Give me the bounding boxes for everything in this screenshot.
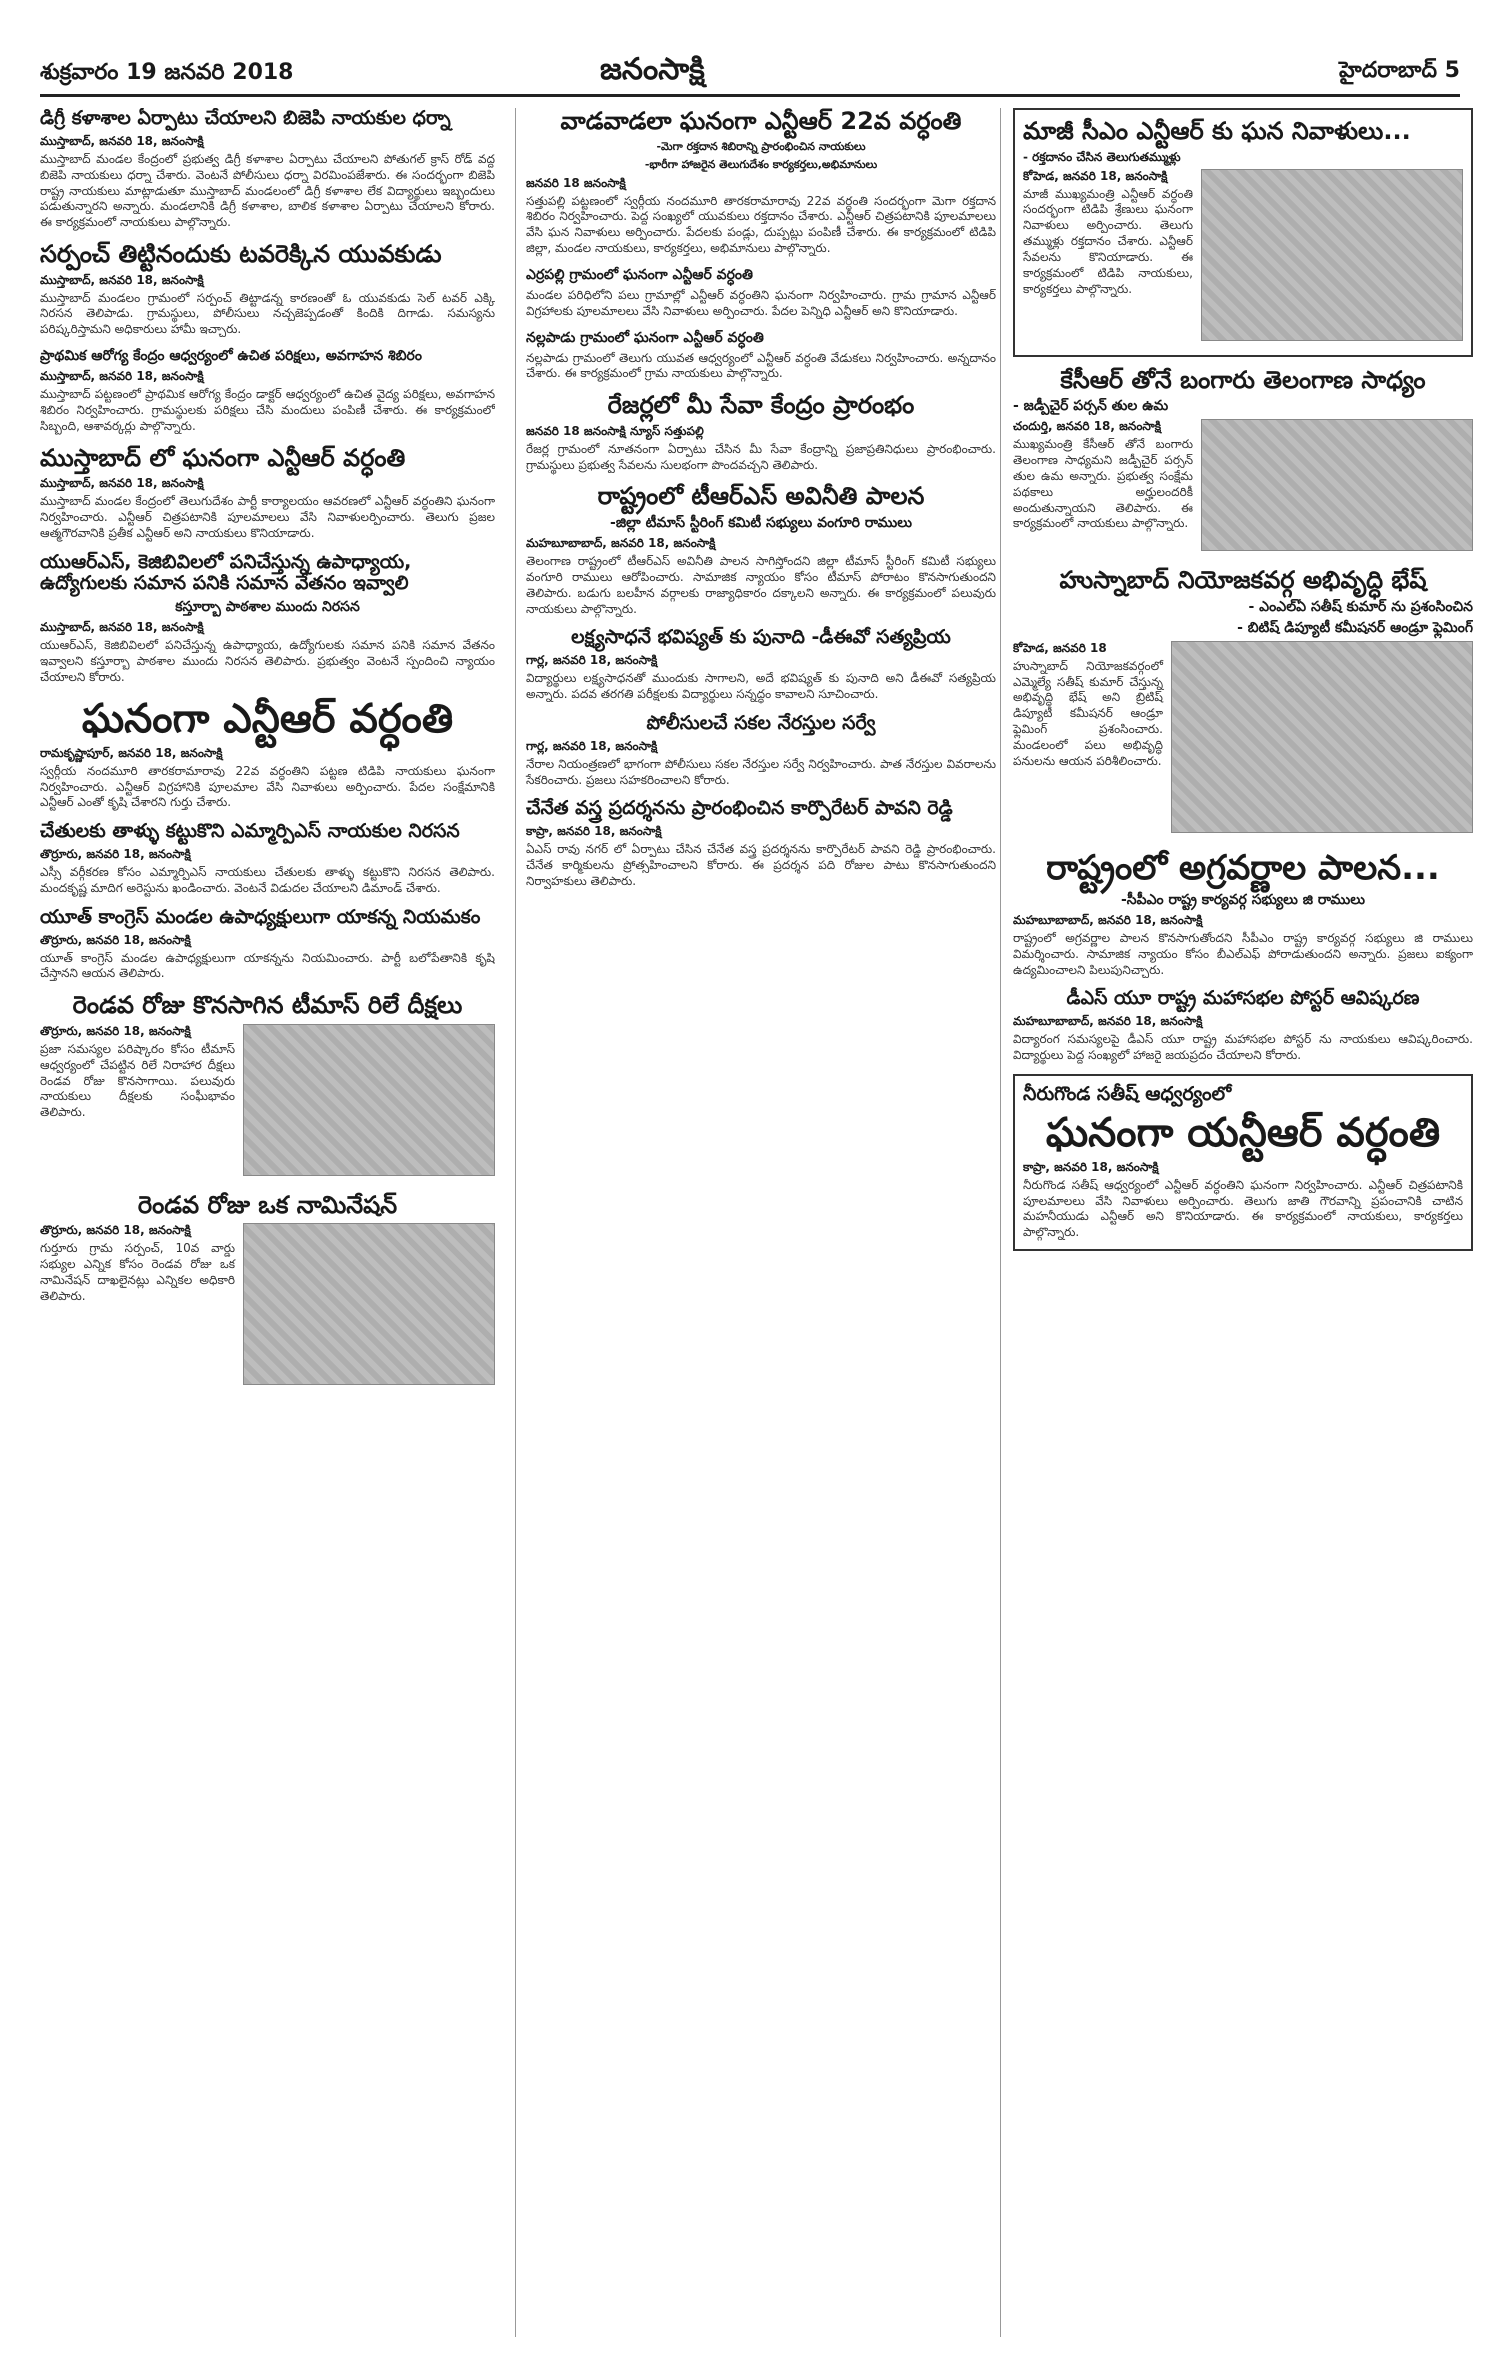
headline: రెండవ రోజు కొనసాగిన టీమాస్ రిలే దీక్షలు <box>72 991 463 1020</box>
story-body: ముస్తాబాద్ మండల కేంద్రంలో ప్రభుత్వ డిగ్రీ కళాశాల ఏర్పాటు చేయాలని పోతుగల్ క్రాస్ రోడ్ వద్ద బిజెపి నాయకులు ధర్నా చేశారు. వెంటనే పోలీసులు ధర్నా విరమింపజేశారు. ఈ సందర్భంగా బిజెపి రాష్ట్ర నాయకులు మాట్లాడుతూ ముస్తాబాద్ మండలంలో డిగ్రీ కళాశాల లేక విద్యార్థులు ఇబ్బందులు పడుతున్నారని అన్నారు. మండలానికి డిగ్రీ కళాశాల, బాలిక కళాశాల ఏర్పాటు చేయాలని కోరారు. ఈ కార్యక్రమంలో నాయకులు పాల్గొన్నారు. <box>40 151 495 230</box>
story-body: స్వర్గీయ నందమూరి తారకరామారావు 22వ వర్ధంతిని పట్టణ టిడిపి నాయకులు ఘనంగా నిర్వహించారు. ఎన్టీఆర్ విగ్రహానికి పూలమాల వేసి నివాళులు అర్పించారు. పేదల సంక్షేమానికి ఎన్టీఆర్ ఎంతో కృషి చేశారని గుర్తు చేశారు. <box>40 763 495 810</box>
zp-chairperson-photo <box>1201 419 1473 551</box>
issue-date: శుక్రవారం 19 జనవరి 2018 <box>40 60 294 85</box>
story-mustabad-ntr <box>40 445 495 542</box>
story-body: గుర్తూరు గ్రామ సర్పంచ్, 10వ వార్డు సభ్యుల ఎన్నిక కోసం రెండవ రోజు ఒక నామినేషన్ దాఖలైనట్లు ఎన్నికల అధికారి తెలిపారు. <box>40 1241 235 1303</box>
story-body: ముస్తాబాద్ పట్టణంలో ప్రాథమిక ఆరోగ్య కేంద్రం డాక్టర్ ఆధ్వర్యంలో ఉచిత వైద్య పరిక్షలు, అవగాహన శిబిరం నిర్వహించారు. గ్రామస్థులకు పరిక్షలు చేసి మందులు పంపిణీ చేశారు. ఈ కార్యక్రమంలో సిబ్బంది, ఆశావర్కర్లు పాల్గొన్నారు. <box>40 387 495 433</box>
story-body: రేజర్ల గ్రామంలో నూతనంగా ఏర్పాటు చేసిన మీ సేవా కేంద్రాన్ని ప్రజాప్రతినిధులు ప్రారంభించారు. గ్రామస్థులు ప్రభుత్వ సేవలను సులభంగా పొందవచ్చని తెలిపారు. <box>526 441 996 472</box>
masthead <box>40 52 1460 97</box>
headline: ప్రాథమిక ఆరోగ్య కేంద్రం ఆధ్వర్యంలో ఉచిత పరిక్షలు, అవగాహన శిబిరం <box>40 348 422 365</box>
page-label: హైదరాబాద్ 5 <box>1339 58 1460 83</box>
headline: రాష్ట్రంలో టీఆర్ఎస్ అవినీతి పాలన <box>597 482 925 511</box>
headline: డీఎస్ యూ రాష్ట్ర మహాసభల పోస్టర్ ఆవిష్కరణ <box>1066 987 1420 1010</box>
column-2 <box>515 108 996 2337</box>
husnabad-photo <box>1171 641 1473 833</box>
story-mee-seva <box>526 392 996 473</box>
headline: వాడవాడలా ఘనంగా ఎన్టీఆర్ 22వ వర్ధంతి <box>560 108 962 135</box>
headline: రెండవ రోజు ఒక నామినేషన్ <box>137 1190 398 1219</box>
subheadline: -భారీగా హాజరైన తెలుగుదేశం కార్యకర్తలు,అభిమానులు <box>644 157 878 171</box>
dateline: తొర్రూరు, జనవరి 18, జనంసాక్షి <box>40 1223 191 1238</box>
dateline: మహబూబాబాద్, జనవరి 18, జనంసాక్షి <box>1013 1014 1203 1029</box>
story-kcr-telangana <box>1013 367 1473 558</box>
story-vadavadala-ntr <box>526 108 996 257</box>
story-handloom <box>526 798 996 889</box>
dateline: జనవరి 18 జనంసాక్షి <box>526 175 626 190</box>
story-body: నల్లపాడు గ్రామంలో తెలుగు యువత ఆధ్వర్యంలో ఎన్టీఆర్ వర్ధంతి వేడుకలు నిర్వహించారు. అన్నదానం చేశారు. ఈ కార్యక్రమంలో గ్రామ నాయకులు పాల్గొన్నారు. <box>526 350 996 381</box>
story-body: ఎస్సీ వర్గీకరణ కోసం ఎమ్మార్పిఎస్ నాయకులు చేతులకు తాళ్ళు కట్టుకొని నిరసన తెలిపారు. మందకృష్ణ మాదిగ అరెస్టును ఖండించారు. వెంటనే విడుదల చేయాలని డిమాండ్ చేశారు. <box>40 865 495 895</box>
headline: ఘనంగా యన్టీఆర్ వర్ధంతి <box>1045 1109 1441 1156</box>
story-body: ముస్తాబాద్ మండల కేంద్రంలో తెలుగుదేశం పార్టీ కార్యాలయం ఆవరణలో ఎన్టీఆర్ వర్ధంతిని ఘనంగా నిర్వహించారు. ఎన్టీఆర్ చిత్రపటానికి పూలమాలలు వేసి నివాళులర్పించారు. తెలుగు ప్రజల ఆత్మగౌరవానికి ప్రతీక ఎన్టీఆర్ అని నాయకులు కొనియాడారు. <box>40 494 495 540</box>
story-body: నీరుగొండ సతీష్ ఆధ్వర్యంలో ఎన్టీఆర్ వర్ధంతిని ఘనంగా నిర్వహించారు. ఎన్టీఆర్ చిత్రపటానికి పూలమాలలు వేసి నివాళులు అర్పించారు. తెలుగు జాతి గౌరవాన్ని ప్రపంచానికి చాటిన మహనీయుడు ఎన్టీఆర్ అని కొనియాడారు. ఈ కార్యక్రమంలో నాయకులు, కార్యకర్తలు పాల్గొన్నారు. <box>1023 1177 1463 1240</box>
story-body: ప్రజా సమస్యల పరిష్కారం కోసం టీమాస్ ఆధ్వర్యంలో చేపట్టిన రిలే నిరాహార దీక్షలు రెండవ రోజు కొనసాగాయి. పలువురు నాయకులు దీక్షలకు సంఘీభావం తెలిపారు. <box>40 1041 235 1120</box>
story-neerugonda-ntr <box>1013 1074 1473 1251</box>
dateline: రామకృష్ణాపూర్, జనవరి 18, జనంసాక్షి <box>40 745 223 760</box>
dateline: కోహెడ, జనవరి 18, జనంసాక్షి <box>1023 168 1168 183</box>
subheadline: - రక్తదానం చేసిన తెలుగుతమ్ముళ్లు <box>1023 149 1181 164</box>
subheadline: నల్లపాడు గ్రామంలో ఘనంగా ఎన్టీఆర్ వర్ధంతి <box>526 329 764 346</box>
dateline: మహబూబాబాద్, జనవరి 18, జనంసాక్షి <box>526 536 716 551</box>
story-body: ముఖ్యమంత్రి కేసీఆర్ తోనే బంగారు తెలంగాణ సాధ్యమని జడ్పీచైర్ పర్సన్ తుల ఉమ అన్నారు. ప్రభుత్వ సంక్షేమ పథకాలు అర్హులందరికీ అందుతున్నాయని తెలిపారు. ఈ కార్యక్రమంలో నాయకులు పాల్గొన్నారు. <box>1013 437 1193 531</box>
dateline: చందుర్తి, జనవరి 18, జనంసాక్షి <box>1013 419 1162 434</box>
story-nomination <box>40 1192 495 1392</box>
dateline: గార్ల, జనవరి 18, జనంసాక్షి <box>526 738 658 753</box>
subheadline: - ఎంఎల్ఏ సతీష్ కుమార్ ను ప్రశంసించిన <box>1248 598 1473 615</box>
story-health-camp <box>40 348 495 434</box>
dateline: గార్ల, జనవరి 18, జనంసాక్షి <box>526 653 658 668</box>
story-husnabad <box>1013 567 1473 839</box>
headline: పోలీసులచే సకల నేరస్తుల సర్వే <box>646 711 876 734</box>
story-upper-caste-rule <box>1013 849 1473 979</box>
story-degree-college <box>40 108 495 231</box>
story-body: హుస్నాబాద్ నియోజకవర్గంలో ఎమ్మెల్యే సతీష్ కుమార్ చేస్తున్న అభివృద్ధి భేష్ అని బ్రిటిష్ డిప్యూటీ కమీషనర్ ఆండ్రూ ఫ్లెమింగ్ ప్రశంసించారు. మండలంలో పలు అభివృద్ధి పనులను ఆయన పరిశీలించారు. <box>1013 658 1163 768</box>
subheadline: -మెగా రక్తదాన శిబిరాన్ని ప్రారంభించిన నాయకులు <box>656 139 866 153</box>
subheadline: ఎర్రపల్లి గ్రామంలో ఘనంగా ఎన్టీఆర్ వర్ధంతి <box>526 266 753 283</box>
dateline: కాప్రా, జనవరి 18, జనంసాక్షి <box>1023 1159 1159 1174</box>
story-urs-kgbv <box>40 552 495 686</box>
headline: రాష్ట్రంలో అగ్రవర్ణాల పాలన... <box>1046 847 1440 888</box>
story-mrps <box>40 821 495 897</box>
story-body: ముస్తాబాద్ మండలం గ్రామంలో సర్పంచ్ తిట్టాడన్న కారణంతో ఓ యువకుడు సెల్ టవర్ ఎక్కి నిరసన తెలిపాడు. గ్రామస్థులు, పోలీసులు నచ్చజెప్పడంతో కిందికి దిగాడు. సమస్యను పరిష్కరిస్తామని అధికారులు హామీ ఇచ్చారు. <box>40 290 495 337</box>
story-body: మాజీ ముఖ్యమంత్రి ఎన్టీఆర్ వర్ధంతి సందర్భంగా టిడిపి శ్రేణులు ఘనంగా నివాళులు అర్పించారు. తెలుగు తమ్ముళ్లు రక్తదానం చేశారు. ఎన్టీఆర్ సేవలను కొనియాడారు. ఈ కార్యక్రమంలో టిడిపి నాయకులు, కార్యకర్తలు పాల్గొన్నారు. <box>1023 186 1193 296</box>
headline: లక్ష్యసాధనే భవిష్యత్ కు పునాది -డీఈవో సత్యప్రియ <box>571 626 951 649</box>
story-body: విద్యార్థులు లక్ష్యసాధనతో ముందుకు సాగాలని, అదే భవిష్యత్ కు పునాది అని డీఈవో సత్యప్రియ అన్నారు. పదవ తరగతి పరీక్షలకు విద్యార్థులు సన్నద్ధం కావాలని సూచించారు. <box>526 671 996 702</box>
story-body: ఏఎస్ రావు నగర్ లో ఏర్పాటు చేసిన చేనేత వస్త్ర ప్రదర్శనను కార్పొరేటర్ పావని రెడ్డి ప్రారంభించారు. చేనేత కార్మికులను ప్రోత్సహించాలని కోరారు. ఈ ప్రదర్శన పది రోజుల పాటు కొనసాగుతుందని నిర్వాహకులు తెలిపారు. <box>526 842 996 888</box>
story-body: సత్తుపల్లి పట్టణంలో స్వర్గీయ నందమూరి తారకరామారావు 22వ వర్ధంతి సందర్భంగా మెగా రక్తదాన శిబిరం నిర్వహించారు. పెద్ద సంఖ్యలో యువకులు రక్తదానం చేశారు. ఎన్టీఆర్ చిత్రపటానికి పూలమాలలు వేసి ఘన నివాళులు అర్పించారు. పేదలకు పండ్లు, దుప్పట్లు పంపిణీ చేశారు. ఈ కార్యక్రమంలో టిడిపి జిల్లా, మండల నాయకులు, కార్యకర్తలు, అభిమానులు పాల్గొన్నారు. <box>526 193 996 256</box>
headline: డిగ్రీ కళాశాల ఏర్పాటు చేయాలని బిజెపి నాయకుల ధర్నా <box>40 108 451 129</box>
story-youth-congress <box>40 907 495 983</box>
story-body: మండల పరిధిలోని పలు గ్రామాల్లో ఎన్టీఆర్ వర్ధంతిని ఘనంగా నిర్వహించారు. గ్రామ గ్రామాన ఎన్టీఆర్ విగ్రహాలకు పూలమాలలు వేసి నివాళులు అర్పించారు. పేదల పెన్నిధి ఎన్టీఆర్ అని కొనియాడారు. <box>526 287 996 318</box>
story-police-survey <box>526 713 996 789</box>
kicker: నీరుగొండ సతీష్ ఆధ్వర్యంలో <box>1023 1082 1232 1105</box>
dateline: తొర్రూరు, జనవరి 18, జనంసాక్షి <box>40 847 191 862</box>
dateline: కాప్రా, జనవరి 18, జనంసాక్షి <box>526 824 662 839</box>
column-1 <box>40 108 495 2337</box>
nomination-photo <box>243 1223 495 1385</box>
paper-logo: జనంసాక్షి <box>600 52 705 87</box>
blood-donation-photo <box>1201 169 1463 341</box>
story-trs-corruption <box>526 483 996 617</box>
headline: యూత్ కాంగ్రెస్ మండల ఉపాధ్యక్షులుగా యాకన్న నియమకం <box>40 905 481 928</box>
headline: రేజర్లలో మీ సేవా కేంద్రం ప్రారంభం <box>607 391 915 420</box>
story-body: రాష్ట్రంలో అగ్రవర్ణాల పాలన కొనసాగుతోందని సీపీఎం రాష్ట్ర కార్యవర్గ సభ్యులు జి రాములు విమర్శించారు. సామాజిక న్యాయం కోసం బీఎల్ఎఫ్ పోరాడుతుందని అన్నారు. ప్రజలు ఐక్యంగా ఉద్యమించాలని పిలుపునిచ్చారు. <box>1013 930 1473 977</box>
dateline: జనవరి 18 జనంసాక్షి న్యూస్ సత్తుపల్లి <box>526 423 704 438</box>
dateline: ముస్తాబాద్, జనవరి 18, జనంసాక్షి <box>40 272 204 287</box>
story-body: విద్యారంగ సమస్యలపై డీఎస్ యూ రాష్ట్ర మహాసభల పోస్టర్ ను నాయకులు ఆవిష్కరించారు. విద్యార్థులు పెద్ద సంఖ్యలో హాజరై జయప్రదం చేయాలని కోరారు. <box>1013 1032 1473 1063</box>
column-3 <box>1000 108 1473 2337</box>
dateline: ముస్తాబాద్, జనవరి 18, జనంసాక్షి <box>40 476 204 491</box>
story-body: నేరాల నియంత్రణలో భాగంగా పోలీసులు సకల నేరస్తుల సర్వే నిర్వహించారు. పాత నేరస్తుల వివరాలను సేకరించారు. ప్రజలు సహకరించాలని కోరారు. <box>526 756 996 787</box>
story-body: యూత్ కాంగ్రెస్ మండల ఉపాధ్యక్షులుగా యాకన్నను నియమించారు. పార్టీ బలోపేతానికి కృషి చేస్తానని ఆయన తెలిపారు. <box>40 950 495 981</box>
headline: ఘనంగా ఎన్టీఆర్ వర్ధంతి <box>81 695 454 742</box>
story-ntr-vardhanti <box>40 696 495 811</box>
headline: చేతులకు తాళ్ళు కట్టుకొని ఎమ్మార్పిఎస్ నాయకుల నిరసన <box>40 820 460 843</box>
story-errapalli <box>526 267 996 320</box>
dateline: తొర్రూరు, జనవరి 18, జనంసాక్షి <box>40 932 191 947</box>
dateline: ముస్తాబాద్, జనవరి 18, జనంసాక్షి <box>40 620 204 635</box>
story-body: తెలంగాణ రాష్ట్రంలో టీఆర్ఎస్ అవినీతి పాలన సాగిస్తోందని జిల్లా టీమాస్ స్టీరింగ్ కమిటీ సభ్యులు వంగూరి రాములు ఆరోపించారు. సామాజిక న్యాయం కోసం టీమాస్ పోరాటం కొనసాగుతుందని తెలిపారు. బడుగు బలహీన వర్గాలకు రాజ్యాధికారం దక్కాలని అన్నారు. ఈ కార్యక్రమంలో పలువురు నాయకులు పాల్గొన్నారు. <box>526 554 996 616</box>
subheadline: -జిల్లా టీమాస్ స్టీరింగ్ కమిటీ సభ్యులు వంగూరి రాములు <box>610 515 912 532</box>
story-ex-cm-ntr <box>1013 108 1473 357</box>
subheadline: కస్తూర్బా పాఠశాల ముందు నిరసన <box>175 599 360 616</box>
dateline: ముస్తాబాద్, జనవరి 18, జనంసాక్షి <box>40 369 204 384</box>
subheadline: - జడ్పీచైర్ పర్సన్ తుల ఉమ <box>1013 398 1169 415</box>
headline: మాజీ సీఎం ఎన్టీఆర్ కు ఘన నివాళులు... <box>1023 117 1411 145</box>
headline: చేనేత వస్త్ర ప్రదర్శనను ప్రారంభించిన కార్పొరేటర్ పావని రెడ్డి <box>526 797 953 820</box>
headline: హుస్నాబాద్ నియోజకవర్గ అభివృద్ధి భేష్ <box>1059 566 1427 595</box>
story-dsu-poster <box>1013 988 1473 1064</box>
deeksha-photo <box>243 1024 495 1176</box>
dateline: ముస్తాబాద్, జనవరి 18, జనంసాక్షి <box>40 133 204 148</box>
dateline: కోహెడ, జనవరి 18 <box>1013 640 1107 655</box>
story-sarpanch <box>40 241 495 338</box>
subheadline: - బిటిష్ డిప్యూటీ కమీషనర్ ఆండ్రూ ఫ్లెమింగ్ <box>1237 619 1473 636</box>
story-nallapadu <box>526 330 996 383</box>
story-deo <box>526 627 996 703</box>
dateline: మహబూబాబాద్, జనవరి 18, జనంసాక్షి <box>1013 912 1203 927</box>
story-relay-deeksha <box>40 992 495 1182</box>
subheadline: -సీపీఎం రాష్ట్ర కార్యవర్గ సభ్యులు జి రాములు <box>1120 891 1365 908</box>
headline: యుఆర్ఎస్, కెజిబివిలలో పనిచేస్తున్న ఉపాధ్యాయ, ఉద్యోగులకు సమాన పనికి సమాన వేతనం ఇవ్వాలి <box>40 550 412 595</box>
headline: కేసీఆర్ తోనే బంగారు తెలంగాణ సాధ్యం <box>1060 365 1426 394</box>
dateline: తొర్రూరు, జనవరి 18, జనంసాక్షి <box>40 1023 191 1038</box>
headline: సర్పంచ్ తిట్టినందుకు టవరెక్కిన యువకుడు <box>40 239 442 268</box>
headline: ముస్తాబాద్ లో ఘనంగా ఎన్టీఆర్ వర్ధంతి <box>40 443 406 472</box>
story-body: యుఆర్ఎస్, కెజిబివిలలో పనిచేస్తున్న ఉపాధ్యాయ, ఉద్యోగులకు సమాన పనికి సమాన వేతనం ఇవ్వాలని కస్తూర్బా పాఠశాల ముందు నిరసన తెలిపారు. ప్రభుత్వం వెంటనే స్పందించి న్యాయం చేయాలని కోరారు. <box>40 638 495 684</box>
